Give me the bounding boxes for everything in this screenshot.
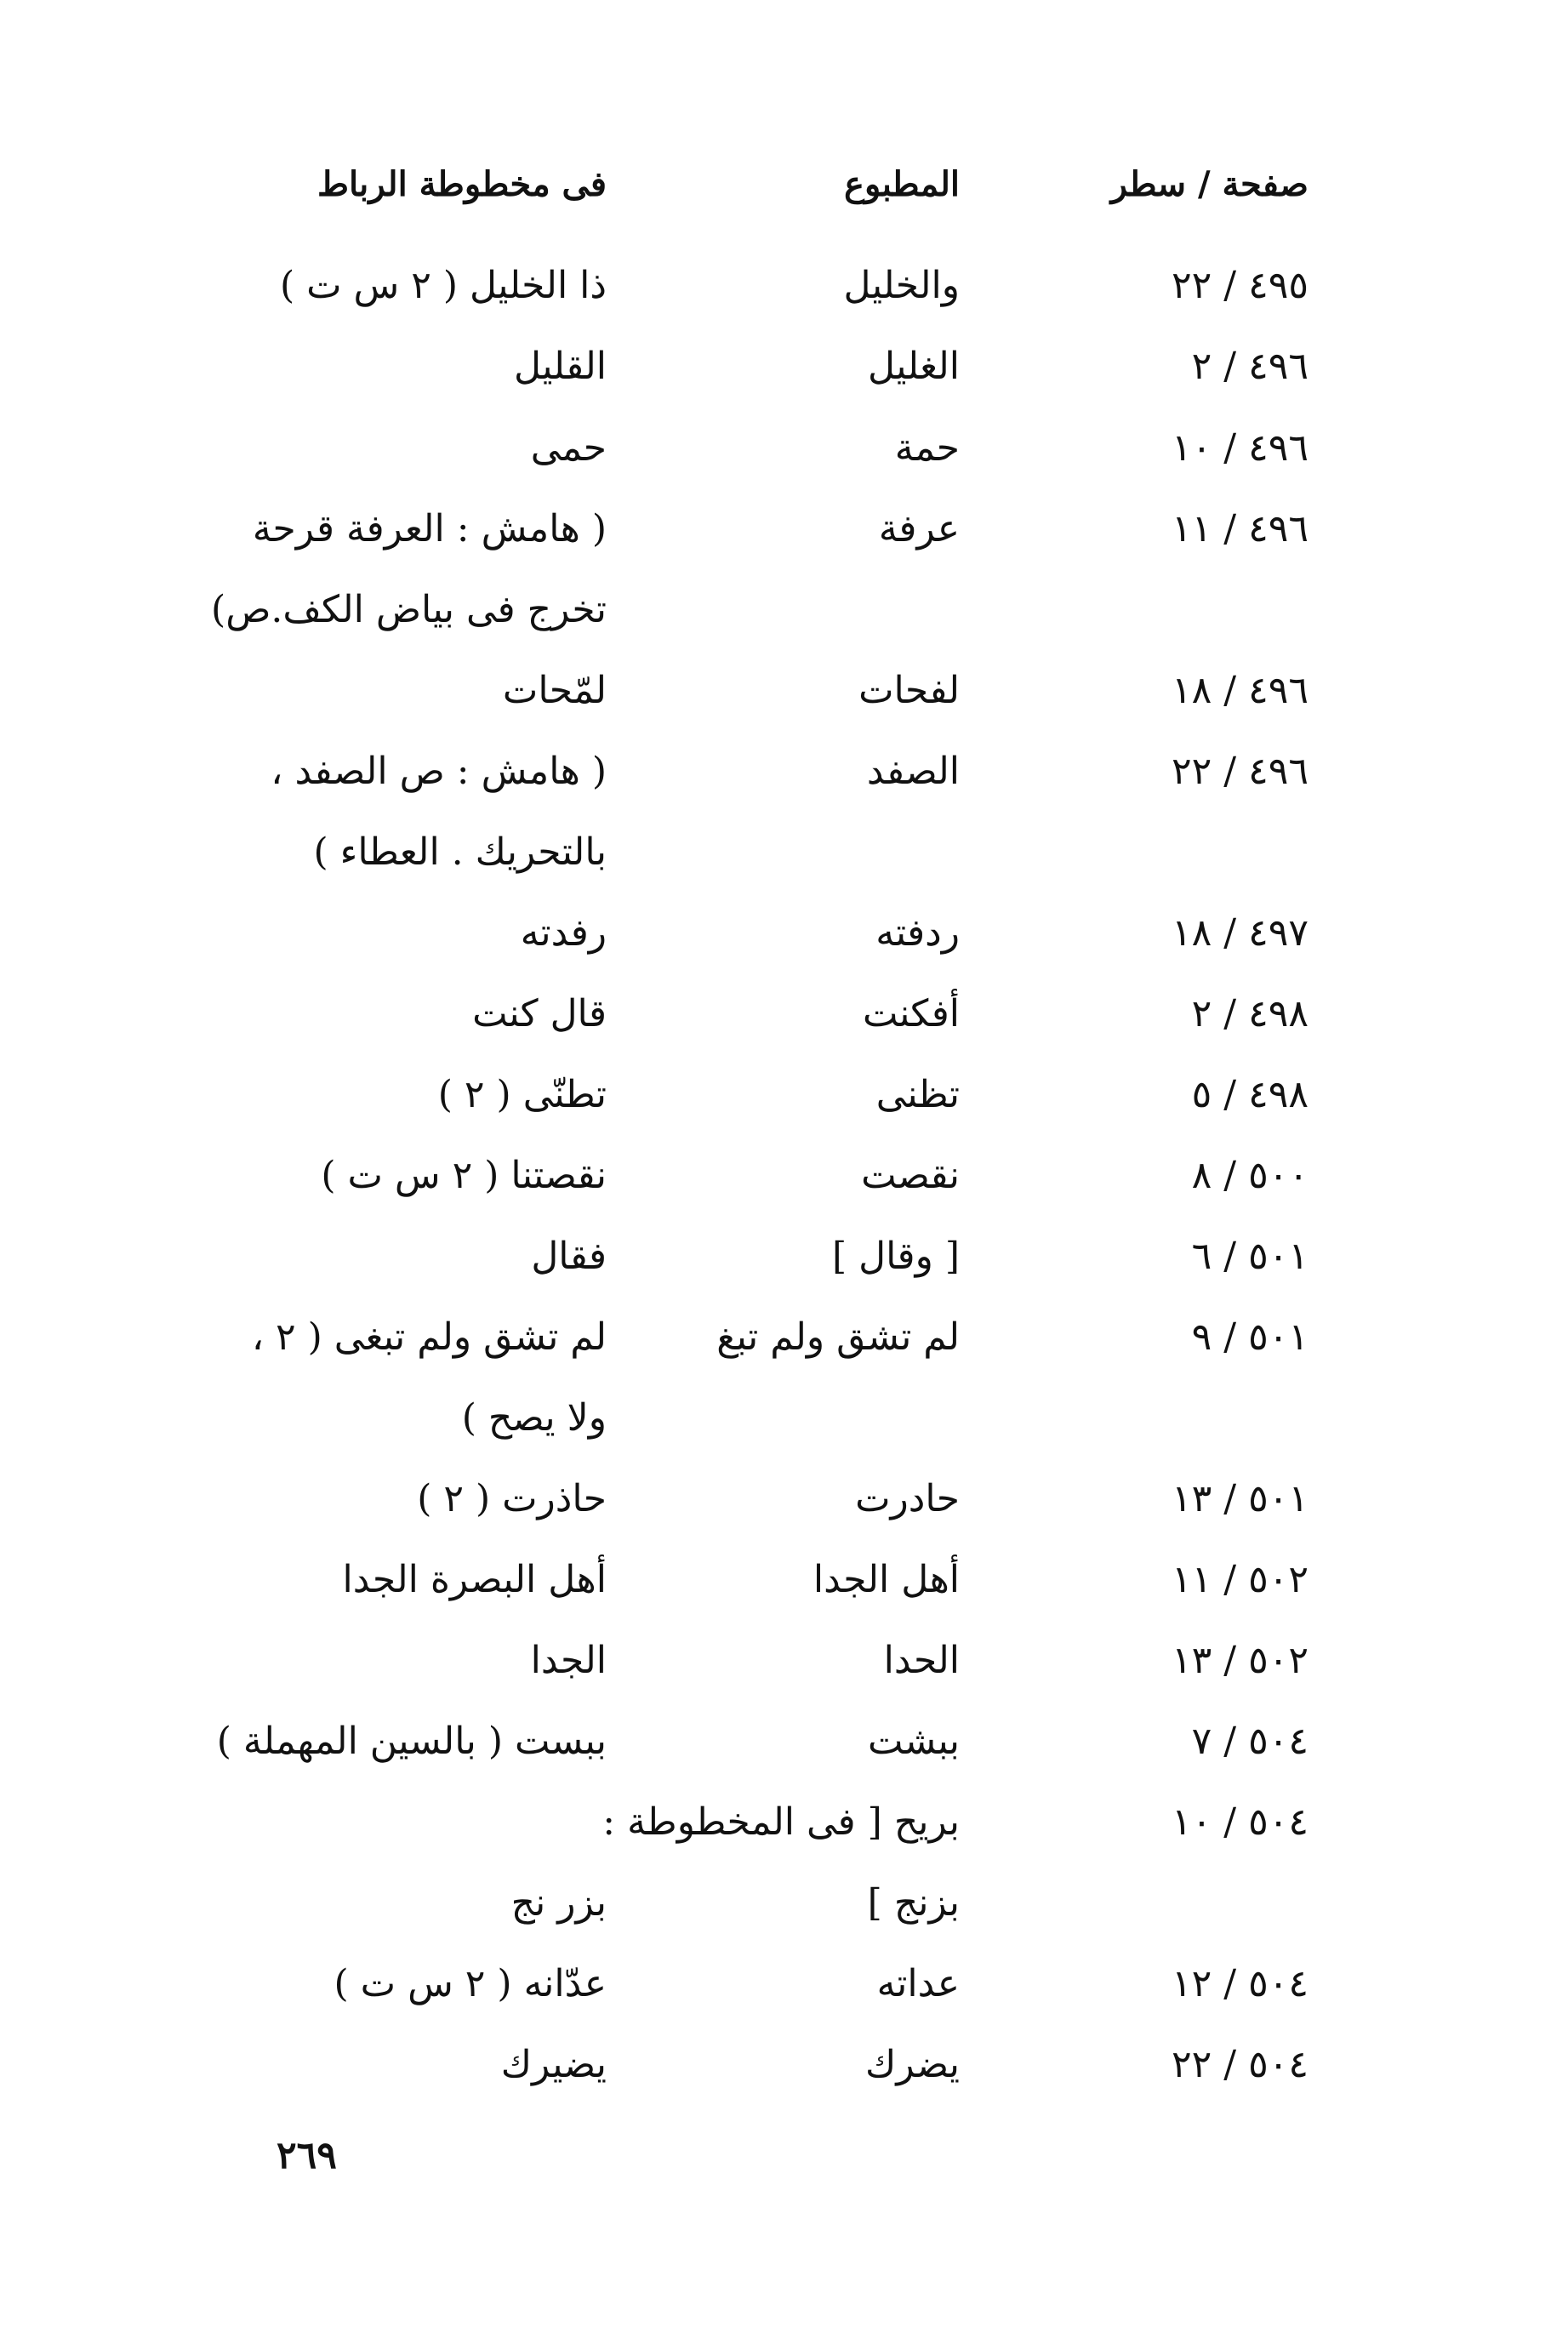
table-row — [0, 1398, 1568, 1466]
cell-manuscript: بزر نج — [510, 1881, 607, 1925]
cell-printed: والخليل — [843, 264, 960, 307]
cell-page-line: ٤٩٥ / ٢٢ — [1172, 264, 1309, 307]
cell-page-line: ٥٠٤ / ١٢ — [1172, 1962, 1309, 2005]
cell-page-line: ٥٠١ / ٦ — [1191, 1235, 1309, 1278]
table-row — [0, 265, 1568, 334]
cell-manuscript: يضيرك — [500, 2043, 607, 2086]
cell-manuscript: نقصتنا ( ٢ س ت ) — [321, 1154, 607, 1197]
cell-printed: أهل الجدا — [813, 1558, 960, 1601]
cell-page-line: ٥٠٢ / ١٣ — [1172, 1639, 1309, 1682]
cell-manuscript: القليل — [513, 345, 607, 388]
cell-manuscript: ( هامش : ص الصفد ، — [271, 750, 607, 793]
cell-manuscript: تخرج فى بياض الكف.ص) — [211, 588, 607, 631]
table-row — [0, 1236, 1568, 1304]
cell-page-line: ٥٠٤ / ١٠ — [1172, 1800, 1309, 1844]
table-row — [0, 994, 1568, 1062]
table-row — [0, 590, 1568, 658]
cell-printed: ردفته — [875, 911, 960, 955]
cell-page-line: ٤٩٨ / ٢ — [1191, 992, 1309, 1035]
cell-printed: الصفد — [866, 750, 960, 793]
cell-printed: لفحات — [858, 669, 960, 712]
table-row — [0, 1479, 1568, 1547]
table-row — [0, 2045, 1568, 2113]
table-row — [0, 1075, 1568, 1143]
cell-page-line: ٤٩٦ / ١٨ — [1172, 669, 1309, 712]
table-row — [0, 1640, 1568, 1708]
cell-page-line: ٥٠٤ / ٧ — [1191, 1720, 1309, 1763]
cell-manuscript: رفدته — [520, 911, 607, 955]
table-row — [0, 832, 1568, 900]
cell-printed: يضرك — [865, 2043, 960, 2086]
cell-manuscript: لم تشق ولم تبغى ( ٢ ، — [251, 1315, 607, 1359]
cell-manuscript: قال كنت — [472, 992, 607, 1035]
table-row — [0, 1964, 1568, 2032]
cell-printed: لم تشق ولم تبغ — [716, 1315, 960, 1359]
cell-manuscript: ببست ( بالسين المهملة ) — [216, 1720, 607, 1763]
cell-printed: الحدا — [883, 1639, 960, 1682]
cell-manuscript: بالتحريك . العطاء ) — [313, 830, 607, 874]
cell-manuscript: حمى — [530, 426, 607, 470]
cell-manuscript: لمّحات — [502, 669, 607, 712]
cell-manuscript: تطنّى ( ٢ ) — [437, 1073, 607, 1116]
table-row — [0, 1802, 1568, 1870]
table-row — [0, 509, 1568, 577]
table-row — [0, 428, 1568, 496]
cell-page-line: ٤٩٨ / ٥ — [1191, 1073, 1309, 1116]
cell-manuscript: أهل البصرة الجدا — [342, 1558, 607, 1601]
cell-page-line: ٤٩٦ / ١١ — [1172, 507, 1309, 550]
table-row — [0, 1155, 1568, 1224]
cell-printed: عداته — [876, 1962, 960, 2005]
cell-printed: أفكنت — [862, 992, 960, 1035]
cell-printed: ببشت — [868, 1720, 960, 1763]
cell-page-line: ٥٠٤ / ٢٢ — [1172, 2043, 1309, 2086]
cell-page-line: ٥٠١ / ٩ — [1191, 1315, 1309, 1359]
cell-printed: حمة — [894, 426, 960, 470]
page-number: ٢٦٩ — [277, 2134, 337, 2177]
cell-printed: عرفة — [878, 507, 960, 550]
cell-page-line: ٥٠١ / ١٣ — [1172, 1477, 1309, 1520]
cell-printed: حادرت — [855, 1477, 960, 1520]
cell-page-line: ٥٠٢ / ١١ — [1172, 1558, 1309, 1601]
header-manuscript: فى مخطوطة الرباط — [317, 164, 607, 204]
cell-page-line: ٤٩٦ / ٢٢ — [1172, 750, 1309, 793]
table-row — [0, 913, 1568, 981]
table-row — [0, 346, 1568, 414]
cell-printed: تظنى — [875, 1073, 960, 1116]
cell-manuscript: حاذرت ( ٢ ) — [417, 1477, 607, 1520]
cell-page-line: ٤٩٧ / ١٨ — [1172, 911, 1309, 955]
table-row — [0, 751, 1568, 819]
table-row — [0, 1560, 1568, 1628]
cell-page-line: ٤٩٦ / ٢ — [1191, 345, 1309, 388]
header-page-line: صفحة / سطر — [1110, 164, 1309, 204]
cell-manuscript: عدّانه ( ٢ س ت ) — [334, 1962, 607, 2005]
cell-manuscript: فقال — [531, 1235, 607, 1278]
cell-manuscript: ولا يصح ) — [461, 1396, 607, 1440]
header-printed: المطبوع — [844, 164, 960, 204]
cell-printed: بريح [ فى المخطوطة : — [602, 1800, 960, 1844]
cell-printed: [ وقال ] — [832, 1235, 960, 1278]
cell-printed: بزنج ] — [867, 1881, 960, 1925]
cell-page-line: ٥٠٠ / ٨ — [1191, 1154, 1309, 1197]
cell-manuscript: ( هامش : العرفة قرحة — [252, 507, 607, 550]
cell-printed: الغليل — [867, 345, 960, 388]
cell-page-line: ٤٩٦ / ١٠ — [1172, 426, 1309, 470]
table-row — [0, 1317, 1568, 1385]
table-row — [0, 670, 1568, 739]
table-row — [0, 1883, 1568, 1951]
cell-manuscript: ذا الخليل ( ٢ س ت ) — [279, 264, 607, 307]
table-row — [0, 1721, 1568, 1789]
cell-printed: نقصت — [861, 1154, 960, 1197]
cell-manuscript: الجدا — [530, 1639, 607, 1682]
